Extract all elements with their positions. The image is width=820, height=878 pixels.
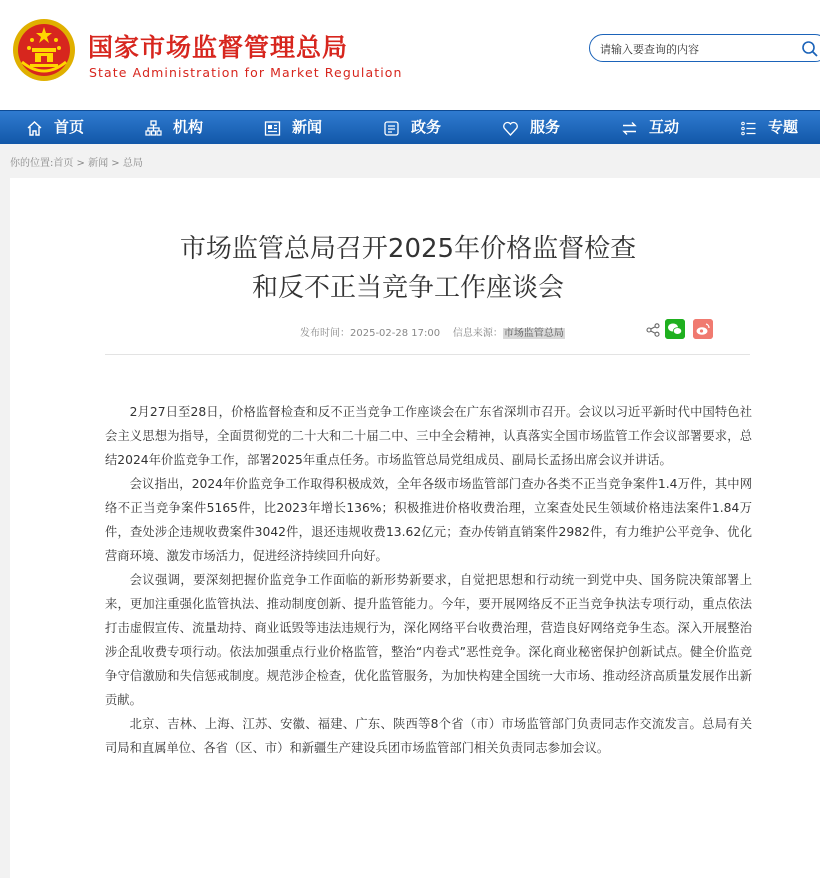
org-chart-icon	[145, 120, 162, 137]
list-icon	[740, 120, 757, 137]
nav-label: 互动	[649, 118, 680, 136]
nav-label: 服务	[530, 118, 561, 136]
source-name: 市场监管总局	[503, 328, 564, 339]
exchange-arrows-icon	[621, 120, 638, 137]
paragraph: 会议指出，2024年价监竞争工作取得积极成效，全年各级市场监管部门查办各类不正当竞争案件1.4万件，其中网络不正当竞争案件5165件，比2023年增长136%；积极推进价格收费治理，立案查处民生领域价格违法案件1.84万件，查处涉企违规收费案件3042件，退还违规收费13.62亿元；查办传销直销案件2982件，有力维护公平竞争、优化营商环境、激发市场活力，促进经济持续回升向好。	[105, 477, 752, 563]
nav-label: 首页	[54, 118, 85, 136]
main-nav	[0, 110, 820, 144]
article-container	[10, 178, 820, 878]
heart-icon	[502, 120, 519, 137]
national-emblem-icon[interactable]	[12, 18, 76, 82]
nav-label: 机构	[173, 118, 204, 136]
nav-label: 新闻	[292, 118, 323, 136]
site-title: 国家市场监督管理总局	[88, 33, 349, 62]
breadcrumb-separator: >	[73, 158, 89, 169]
article-meta	[300, 324, 565, 339]
breadcrumb-item-news[interactable]: 新闻	[88, 158, 109, 169]
nav-label: 政务	[411, 118, 442, 136]
article-title-line-2: 和反不正当竞争工作座谈会	[251, 273, 564, 303]
breadcrumb-item-home[interactable]: 首页	[53, 158, 74, 169]
paragraph: 会议强调，要深刻把握价监竞争工作面临的新形势新要求，自觉把思想和行动统一到党中央、国务院决策部署上来，更加注重强化监管执法、推动制度创新、提升监管能力。今年，要开展网络反不正当竞争执法专项行动，重点依法打击虚假宣传、流量劫持、商业诋毁等违法违规行为，深化网络平台收费治理，营造良好网络竞争生态。深入开展整治涉企乱收费专项行动。依法加强重点行业价格监管，整治“内卷式”恶性竞争。深化商业秘密保护创新试点。健全价监竞争守信激励和失信惩戒制度。规范涉企检查，优化监管服务，为加快构建全国统一大市场、推动经济高质量发展作出新贡献。	[105, 573, 752, 707]
home-icon	[26, 120, 43, 137]
breadcrumb-prefix: 你的位置:	[10, 158, 54, 169]
paragraph: 北京、吉林、上海、江苏、安徽、福建、广东、陕西等8个省（市）市场监管部门负责同志作交流发言。总局有关司局和直属单位、各省（区、市）和新疆生产建设兵团市场监管部门相关负责同志参加会议。	[105, 717, 752, 755]
site-header	[0, 0, 820, 110]
breadcrumb	[10, 154, 143, 169]
publish-label: 发布时间：	[300, 328, 350, 339]
breadcrumb-separator: >	[108, 158, 123, 169]
nav-label: 专题	[768, 118, 799, 136]
government-affairs-icon	[383, 120, 400, 137]
search-icon[interactable]	[801, 40, 819, 58]
paragraph: 2月27日至28日，价格监督检查和反不正当竞争工作座谈会在广东省深圳市召开。会议以习近平新时代中国特色社会主义思想为指导，全面贯彻党的二十大和二十届二中、三中全会精神，认真落实全国市场监管工作会议部署要求，总结2024年价监竞争工作，部署2025年重点任务。市场监管总局党组成员、副局长孟扬出席会议并讲话。	[105, 405, 752, 467]
share-icon[interactable]	[646, 323, 660, 337]
news-icon	[264, 120, 281, 137]
source-label: 信息来源：	[452, 328, 503, 339]
article-body	[105, 400, 752, 760]
article-title-line-1: 市场监管总局召开2025年价格监督检查	[179, 234, 637, 264]
breadcrumb-item-admin[interactable]: 总局	[122, 158, 143, 169]
weibo-icon[interactable]	[693, 319, 713, 339]
meta-divider	[105, 354, 750, 355]
article-title	[10, 230, 806, 308]
search-input[interactable]	[598, 38, 792, 60]
wechat-icon[interactable]	[665, 319, 685, 339]
publish-time: 2025-02-28 17:00	[350, 328, 441, 339]
site-title-english: State Administration for Market Regulation	[89, 65, 403, 80]
search-box	[589, 34, 820, 62]
